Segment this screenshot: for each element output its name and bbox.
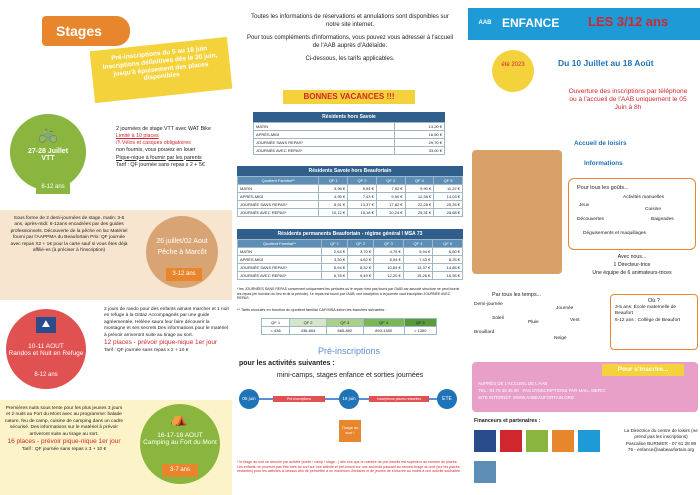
avec-title: Avec nous...	[617, 254, 647, 260]
contact-4: SITE INTERNET: WWW.AABEAUFORTAIN.ORG	[478, 395, 575, 401]
accueil-text: Accueil de loisirs	[574, 140, 627, 147]
table-cell: 12,20 €	[374, 272, 404, 280]
table-cell: 15,18 €	[348, 209, 377, 217]
table-row	[238, 248, 463, 256]
table-cell: JOURNÉE AVEC REPAS*	[254, 147, 395, 155]
table-cell: 20,24 €	[376, 209, 405, 217]
table-cell: 8,32 €	[348, 264, 374, 272]
vacances-banner: BONNES VACANCES !!!	[283, 90, 415, 104]
act-2: Cuisine	[645, 207, 661, 212]
qf-table	[261, 318, 437, 335]
vtt-band	[0, 108, 232, 200]
qf-val: 436-664	[290, 327, 327, 335]
table-cell: 12,38 €	[405, 193, 434, 201]
camping-title: 16-17-18 AOUT	[157, 432, 203, 439]
rando-text	[104, 307, 230, 355]
tw-6: Neige	[554, 336, 567, 341]
rando-age: 8-12 ans	[28, 369, 64, 382]
table-cell: 13,37 €	[403, 264, 433, 272]
table-cell: 7,43 €	[403, 256, 433, 264]
tw-5: Brouillard	[474, 330, 495, 335]
pre-sub2: mini-camps, stages enfance et sorties journées	[276, 372, 424, 379]
rando-desc: 2 jours de rando pour des enfants aimant marcher et 1 nuit en refuge à la Gittaz Accompagnés par une guide agréementée, Hélène saura leur faire découvrir la montagne et ses secrets Des informations pour le matériel à prévoir arriveront suite au tirage au sort.	[104, 307, 229, 338]
qf-head: QF 4	[363, 319, 404, 327]
contact-3: PAS D'INSCRIPTIONS PAR MAIL, MERCI	[522, 388, 606, 394]
vtt-title: 27-28 Juillet	[27, 148, 69, 155]
table-cell: 5,94 €	[322, 264, 348, 272]
tw-2: Soleil	[492, 316, 504, 321]
partner-logo-1	[474, 430, 496, 452]
table-row	[238, 209, 463, 217]
table-row	[238, 264, 463, 272]
peche-age: 3-12 ans	[166, 268, 202, 281]
table-cell: 33,00 €	[395, 147, 445, 155]
table-cell: 9,90 €	[405, 185, 434, 193]
timeline-d2: 19 juin	[339, 389, 359, 409]
qf-head: QF 3	[326, 319, 363, 327]
table-cell: 9,90 €	[376, 193, 405, 201]
avec-box	[568, 254, 696, 288]
tw-1: Journée	[556, 306, 574, 311]
rando-places: 12 places - prévoir pique-nique 1er jour	[104, 339, 218, 347]
table-cell: 14,85 €	[433, 264, 463, 272]
act-4: Baignades	[651, 217, 674, 222]
table-savoie	[237, 166, 463, 217]
ou-2: 6-12 ans : Collège de Beaufort	[615, 317, 681, 323]
table-cell: JOURNÉE AVEC REPAS*	[238, 209, 319, 217]
act-1: Jeux	[579, 203, 590, 208]
partner-logo-2	[500, 430, 522, 452]
camping-sub: Camping au Fort du Mont	[143, 439, 217, 446]
bike-icon: 🚲	[38, 126, 58, 143]
vtt-l3: /!\ Vélos et casques obligatoires	[116, 140, 191, 147]
partners-title: Financeurs et partenaires :	[474, 418, 541, 424]
table-cell: 22,28 €	[405, 201, 434, 209]
table-row	[254, 131, 445, 139]
temps-box	[472, 290, 606, 352]
vtt-sub: VTT	[41, 155, 55, 162]
table-cell: 5,94 €	[348, 185, 377, 193]
ete-sun: été 2023	[492, 50, 534, 92]
table-cell: 2,64 €	[322, 248, 348, 256]
table-cell: 10,69 €	[374, 264, 404, 272]
info-text-2: Pour tous compléments d'informations, vous pouvez vous adresser à l'accueil de l'AAB auprès d'Adélaïde.	[246, 35, 454, 49]
table-cell: MATIN	[238, 185, 319, 193]
ouverture-text: Ouverture des inscriptions par téléphone ou à l'accueil de l'AAB uniquement le 05 Juin à 8h	[568, 88, 688, 112]
th: QF 5	[433, 240, 463, 248]
inscrire-title: Pour s'inscrire...	[602, 364, 684, 376]
gouts-title: Pour tous les goûts...	[577, 185, 629, 191]
table-cell: 28,68 €	[434, 209, 463, 217]
peche-band	[0, 210, 232, 300]
infos-text: Informations	[584, 160, 623, 167]
rando-band	[0, 305, 232, 393]
right-column	[468, 0, 700, 495]
th: Quotient Familial**	[238, 240, 322, 248]
partner-logo-6	[474, 461, 496, 483]
table-hors-savoie	[253, 112, 445, 155]
timeline-d1: 05 juin	[239, 389, 259, 409]
ou-1: 3-5 ans: École maternelle de Beaufort	[615, 305, 677, 317]
table-cell: 3,70 €	[348, 248, 374, 256]
table-cell: 6,60 €	[433, 248, 463, 256]
qf-head: QF 2	[290, 319, 327, 327]
th: QF 4	[405, 177, 434, 185]
table-row	[238, 201, 463, 209]
kids-photo	[472, 150, 562, 274]
camping-band	[0, 400, 232, 495]
enfance-banner	[468, 8, 700, 40]
table-row	[238, 193, 463, 201]
director-contact: La Directrice du centre de loisirs (ne prend pas les inscriptions) Pascaline BURNIER - 07 61 28 89 76 - enfance@aabeaufortain.org	[624, 428, 698, 453]
note-2: ** Tarifs modulés en fonction du quotient familial CAF/MSA selon les tranches suivantes :	[237, 308, 387, 312]
vtt-l6: Tarif : QF journée sans repas x 2 + 5€	[116, 161, 205, 168]
vtt-circle	[10, 114, 86, 190]
info-text-3: Ci-dessous, les tarifs applicables.	[305, 56, 395, 62]
camping-age: 3-7 ans	[162, 464, 198, 477]
tent-icon: ⛺	[170, 410, 188, 426]
table-cell: 5,94 €	[374, 256, 404, 264]
vtt-l4: non fournis, vous pouvez en louer	[116, 147, 196, 154]
tw-0: Demi-journée	[474, 302, 503, 307]
table-cell: 14,03 €	[434, 193, 463, 201]
table-cell: 16,95 €	[433, 272, 463, 280]
table-cell: APRÈS-MIDI	[254, 131, 395, 139]
partner-logo-3	[526, 430, 548, 452]
table-row	[238, 185, 463, 193]
table-cell: JOURNÉE SANS REPAS*	[254, 139, 395, 147]
timeline-a1: Pré-inscriptions	[273, 396, 325, 402]
inscrire-contact	[478, 380, 605, 401]
table-cell: JOURNÉE AVEC REPAS*	[238, 272, 322, 280]
table-cell: APRÈS-MIDI	[238, 256, 322, 264]
table-cell: MATIN	[238, 248, 322, 256]
table-cell: 17,82 €	[376, 201, 405, 209]
partner-logos	[474, 430, 620, 488]
qf-val: 893-1350	[363, 327, 404, 335]
table-cell: JOURNÉE SANS REPAS*	[238, 264, 322, 272]
table-cell: 7,92 €	[376, 185, 405, 193]
peche-text: Sous forme de 2 demi-journées de stage, matin: 3-5 ans, après-midi: 6-12ans encadrées par des guides professionnels. Découverte de la pêche en lac Matériel fourni par l'AAPPMA du Beaufortain Prix: QF journée avec repas X2 + 1€ pour la carte sauf si vous êtes déjà affilié-es (à préciser à l'inscription)	[10, 216, 128, 254]
table-cell: 13,20 €	[395, 123, 445, 131]
rando-tarif: Tarif : QF journée sans repas x 2 + 10 €	[104, 348, 189, 354]
temps-title: Par tous les temps...	[492, 292, 542, 298]
timeline-d3: ETE	[437, 389, 457, 409]
qf-val: 665-892	[326, 327, 363, 335]
avec-dir: 1 Directeur-trice	[613, 261, 651, 268]
table-cell: 15,26 €	[403, 272, 433, 280]
camping-text	[4, 406, 124, 454]
vtt-age: 8-12 ans	[36, 180, 70, 194]
pre-title: Pré-inscriptions	[317, 346, 381, 356]
gouts-box	[568, 178, 696, 250]
th: QF 5	[434, 177, 463, 185]
table-cell: 7,43 €	[348, 193, 377, 201]
ou-box	[610, 294, 698, 350]
pre-note: * le tirage au sort se déroule par activité (sortie / camp / stage...) dès lors que le nombre de pré-inscrits est supérieur au nombre de places. Les enfants ne pourront pas être tirés au sort sur une activité et pré-inscrit sur une seconde passant au second tirage au sort (sur les places restantes) pour les activités ci-dessus afin de permettre à un maximum d'enfants et de jeunes de s'inscrire au moins à une activité souhaitée.	[237, 460, 462, 474]
hiker-icon: ⛰	[36, 317, 56, 333]
vtt-text	[116, 126, 232, 169]
table-cell: 4,95 €	[319, 193, 348, 201]
vtt-l2: Limité à 10 places	[116, 133, 159, 140]
vtt-l1: 2 journées de stage VTT avec WAT Bike	[116, 126, 211, 132]
stages-title: Stages	[42, 16, 130, 46]
table-cell: 4,62 €	[348, 256, 374, 264]
table-cell: JOURNÉE SANS REPAS*	[238, 201, 319, 209]
tw-4: Vent	[570, 318, 580, 323]
table-row	[238, 272, 463, 280]
th: QF 2	[348, 240, 374, 248]
left-column	[0, 0, 232, 495]
table-row	[254, 147, 445, 155]
info-box	[241, 10, 459, 86]
tirage-badge: Tirage au sort !	[339, 420, 361, 442]
th: QF 1	[319, 177, 348, 185]
table-cell: 6,78 €	[322, 272, 348, 280]
qf-val: < 436	[262, 327, 290, 335]
table-cell: APRÈS-MIDI	[238, 193, 319, 201]
table-beaufortain	[237, 229, 463, 280]
age-title: LES 3/12 ans	[588, 14, 669, 29]
table-cell: 3,96 €	[319, 185, 348, 193]
act-5: Déguisements et maquillages	[583, 231, 646, 236]
pre-sub: pour les activités suivantes :	[239, 360, 335, 367]
enfance-title: ENFANCE	[502, 16, 560, 30]
rando-sub: Randos et Nuit en Refuge	[8, 350, 84, 357]
rando-title: 10-11 AOUT	[28, 343, 64, 350]
tw-3: Pluie	[528, 320, 539, 325]
table-cell: 11,22 €	[434, 185, 463, 193]
t3-title: Résidents permanents Beaufortain - régime général / MSA 73	[237, 229, 463, 239]
date-title: Du 10 Juillet au 18 Août	[558, 58, 654, 68]
act-3: Découvertes	[577, 217, 604, 222]
table-cell: 9,49 €	[348, 272, 374, 280]
contact-2: TEL : 04 79 38 35 90	[478, 388, 519, 394]
avec-equipe: Une équipe de 6 animateurs-trices	[592, 269, 672, 276]
peche-title: 26 juillet/02 Aout	[156, 238, 208, 245]
partner-logo-4	[552, 430, 574, 452]
qf-val: > 1350	[404, 327, 436, 335]
act-0: Activités manuelles	[623, 195, 665, 200]
table-cell: 29,70 €	[395, 139, 445, 147]
table-row	[254, 139, 445, 147]
table-cell: 8,91 €	[319, 201, 348, 209]
th: QF 3	[374, 240, 404, 248]
table-cell: 25,31 €	[405, 209, 434, 217]
middle-column	[233, 0, 466, 495]
t2-title: Résidents Savoie hors Beaufortain	[237, 166, 463, 176]
info-text: Toutes les informations de réservations et annulations sont disponibles sur notre site internet.	[251, 14, 449, 28]
table-cell: 13,37 €	[348, 201, 377, 209]
vtt-l5: Pique-nique à fournir par les parents	[116, 154, 202, 161]
qf-head: QF 1	[262, 319, 290, 327]
table-cell: 4,75 €	[374, 248, 404, 256]
table-row	[254, 123, 445, 131]
table-cell: 16,50 €	[395, 131, 445, 139]
th: QF 2	[348, 177, 377, 185]
partner-logo-5	[578, 430, 600, 452]
th: QF 3	[376, 177, 405, 185]
timeline-a2: Inscriptions places restantes	[369, 396, 429, 402]
note-1: * les JOURNÉES SANS REPAS concernent uniquement les périodes où le repas n'est pas fourni par l'AAB car associé structure ne peut fournir les repas (en fonction du lieu et de la période). Le repas est fourni par l'AAB, une inscription à la journée vaut inscription JOURNÉE AVEC REPAS.	[237, 287, 460, 301]
t1-title: Résidents hors Savoie	[253, 112, 445, 122]
inscrire-box	[472, 362, 698, 412]
table-row	[238, 256, 463, 264]
table-cell: MATIN	[254, 123, 395, 131]
table-cell: 25,25 €	[434, 201, 463, 209]
camping-tarif: Tarif : QF journée sans repas x 3 + 10 €	[21, 447, 107, 453]
ou-title: Où ?	[648, 298, 660, 304]
th: Quotient Familial**	[238, 177, 319, 185]
th: QF 4	[403, 240, 433, 248]
table-cell: 5,94 €	[403, 248, 433, 256]
camping-places: 16 places - prévoir pique-nique 1er jour	[7, 438, 121, 446]
aab-logo: AAB	[478, 20, 492, 26]
peche-sub: Pêche à Marcôt	[157, 249, 207, 256]
table-cell: 8,25 €	[433, 256, 463, 264]
inscriptions-note: Pré-inscriptions du 5 au 18 juin Inscriptions définitives dès le 20 juin, jusqu'à épuisement des places disponibles	[90, 37, 233, 103]
contact-1: AUPRÈS DE L'ACCUEIL DE L'AAB	[478, 381, 548, 386]
table-cell: 10,12 €	[319, 209, 348, 217]
qf-head: QF 5	[404, 319, 436, 327]
th: QF 1	[322, 240, 348, 248]
table-cell: 3,30 €	[322, 256, 348, 264]
camping-desc: Premières nuits sous tente pour les plus jeunes 3 jours et 2 nuits au Fort du Mont avec au programme: balade nature, feu de camp, cuisine de camping dans un cadre sécurisé. Des informations sur le matériel à prévoir arriveront suite au tirage au sort.	[4, 406, 124, 437]
